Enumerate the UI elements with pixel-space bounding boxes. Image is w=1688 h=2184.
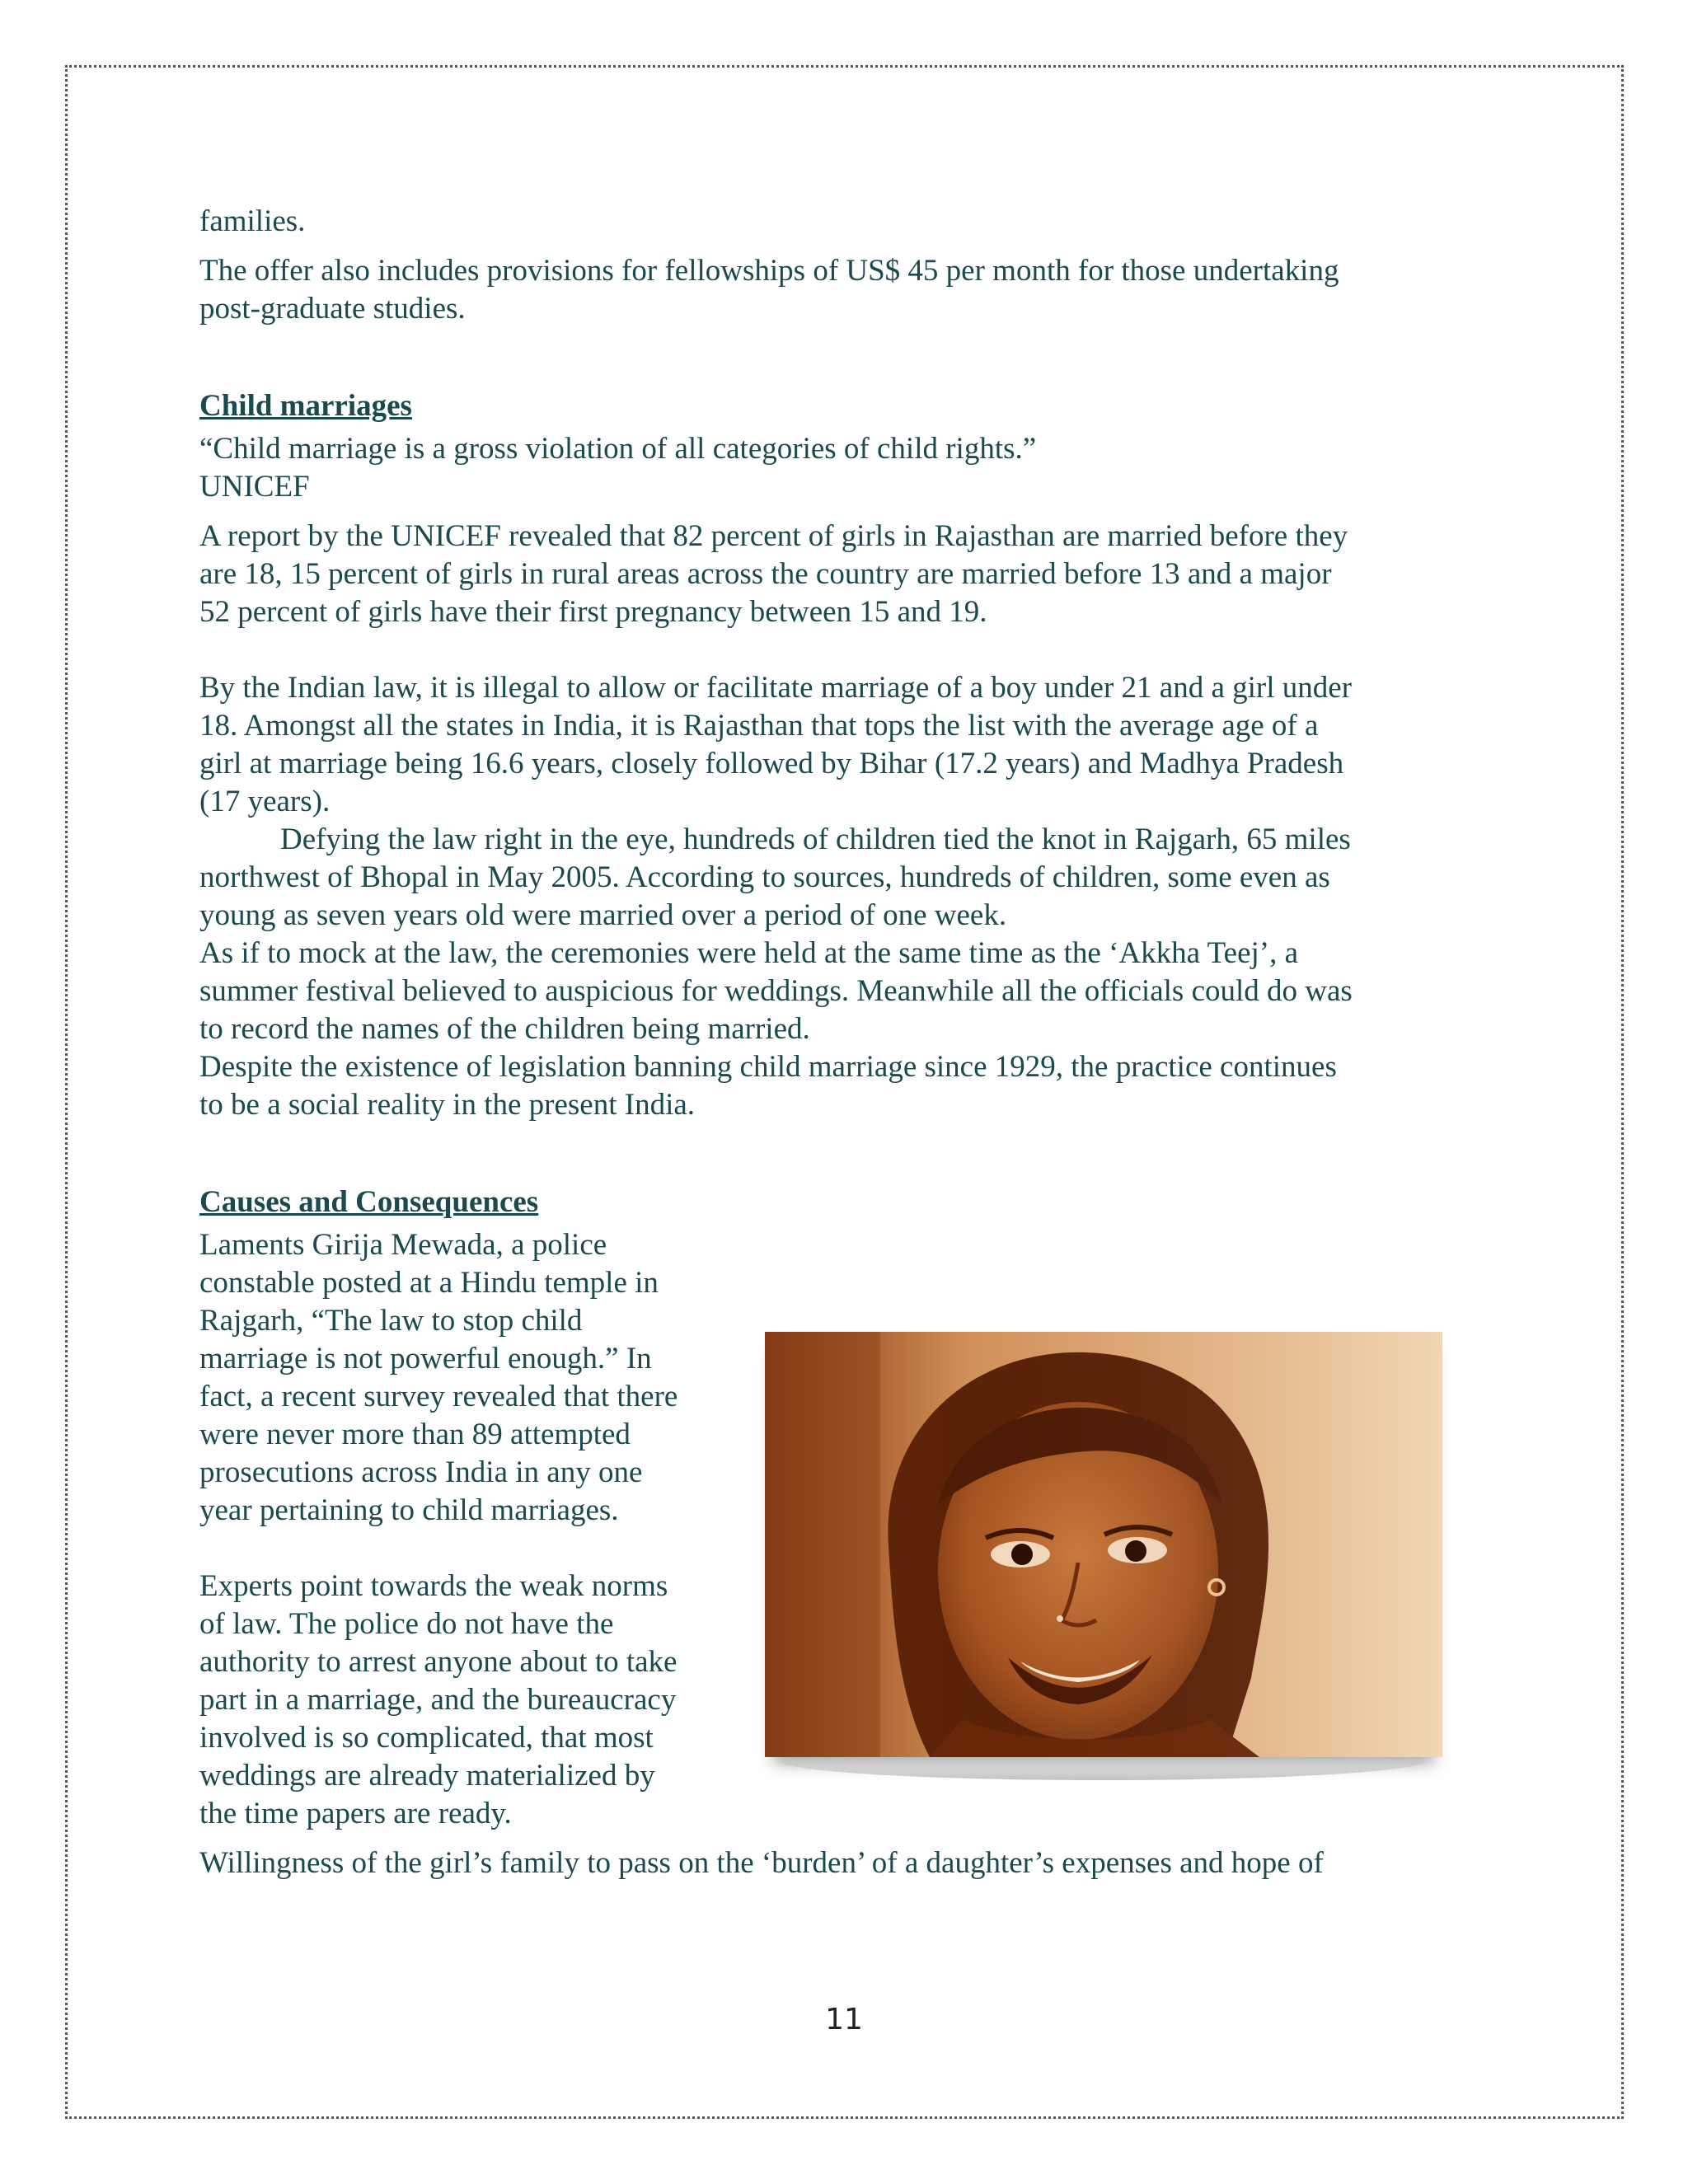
text-line: girl at marriage being 16.6 years, closely followed by Bihar (17.2 years) and Madhya Pradesh (199, 747, 1344, 780)
page-number: 11 (825, 2003, 863, 2036)
quote-source: UNICEF (199, 470, 310, 504)
paragraph-experts (199, 1568, 727, 1833)
text-line: young as seven years old were married over a period of one week. (199, 898, 1007, 932)
text-line: year pertaining to child marriages. (199, 1493, 619, 1527)
text-line: As if to mock at the law, the ceremonies were held at the same time as the ‘Akkha Teej’, a (199, 936, 1299, 970)
text-line: Defying the law right in the eye, hundreds of children tied the knot in Rajgarh, 65 miles (280, 823, 1351, 856)
text-line: The offer also includes provisions for fellowships of US$ 45 per month for those undertaking (199, 254, 1339, 288)
paragraph-girija-mewada (199, 1226, 727, 1530)
paragraph-indian-law (199, 669, 1461, 821)
text-line: to record the names of the children being married. (199, 1012, 810, 1046)
text-line: summer festival believed to auspicious for weddings. Meanwhile all the officials could do was (199, 974, 1353, 1008)
text-line: fact, a recent survey revealed that there (199, 1380, 678, 1413)
paragraph-legislation (199, 1048, 1461, 1124)
text-line: 18. Amongst all the states in India, it is Rajasthan that tops the list with the average age of a (199, 709, 1319, 743)
text-line: Despite the existence of legislation banning child marriage since 1929, the practice continues (199, 1050, 1337, 1084)
text-line: to be a social reality in the present India. (199, 1088, 696, 1122)
text-line: of law. The police do not have the (199, 1607, 614, 1641)
text-line: marriage is not powerful enough.” In (199, 1342, 652, 1376)
text-line: weddings are already materialized by (199, 1759, 655, 1793)
paragraph-akkha-teej (199, 935, 1461, 1048)
text-line: northwest of Bhopal in May 2005. According to sources, hundreds of children, some even as (199, 860, 1330, 894)
intro-paragraph-2 (199, 252, 1461, 328)
text-line: constable posted at a Hindu temple in (199, 1266, 659, 1300)
portrait-illustration (765, 1332, 1442, 1757)
section-heading-causes: Causes and Consequences (199, 1185, 539, 1219)
girl-portrait-photo (765, 1332, 1442, 1757)
intro-paragraph-1: families. (199, 204, 306, 238)
text-line: (17 years). (199, 785, 331, 818)
text-line: are 18, 15 percent of girls in rural areas across the country are married before 13 and a major (199, 557, 1332, 591)
quote (199, 430, 1461, 506)
text-line: were never more than 89 attempted (199, 1418, 631, 1451)
text-line: the time papers are ready. (199, 1797, 512, 1830)
text-line: A report by the UNICEF revealed that 82 percent of girls in Rajasthan are married before they (199, 519, 1348, 553)
paragraph-rajgarh (199, 821, 1461, 935)
text-line: Experts point towards the weak norms (199, 1569, 668, 1603)
text-line: authority to arrest anyone about to take (199, 1645, 678, 1679)
text-line: 52 percent of girls have their first pregnancy between 15 and 19. (199, 595, 987, 629)
paragraph-willingness: Willingness of the girl’s family to pass on the ‘burden’ of a daughter’s expenses and hope of (199, 1846, 1324, 1880)
text-line: By the Indian law, it is illegal to allow or facilitate marriage of a boy under 21 and a girl under (199, 671, 1353, 705)
paragraph-unicef-report (199, 518, 1461, 631)
wrapped-text-column (199, 1226, 727, 1833)
text-line: part in a marriage, and the bureaucracy (199, 1683, 677, 1717)
text-line: Rajgarh, “The law to stop child (199, 1304, 583, 1338)
quote-text: “Child marriage is a gross violation of all categories of child rights.” (199, 432, 1037, 466)
section-heading-child-marriages: Child marriages (199, 389, 412, 423)
text-line: involved is so complicated, that most (199, 1721, 654, 1755)
text-line: post-graduate studies. (199, 292, 466, 326)
text-line: Laments Girija Mewada, a police (199, 1228, 607, 1262)
text-line: prosecutions across India in any one (199, 1455, 643, 1489)
